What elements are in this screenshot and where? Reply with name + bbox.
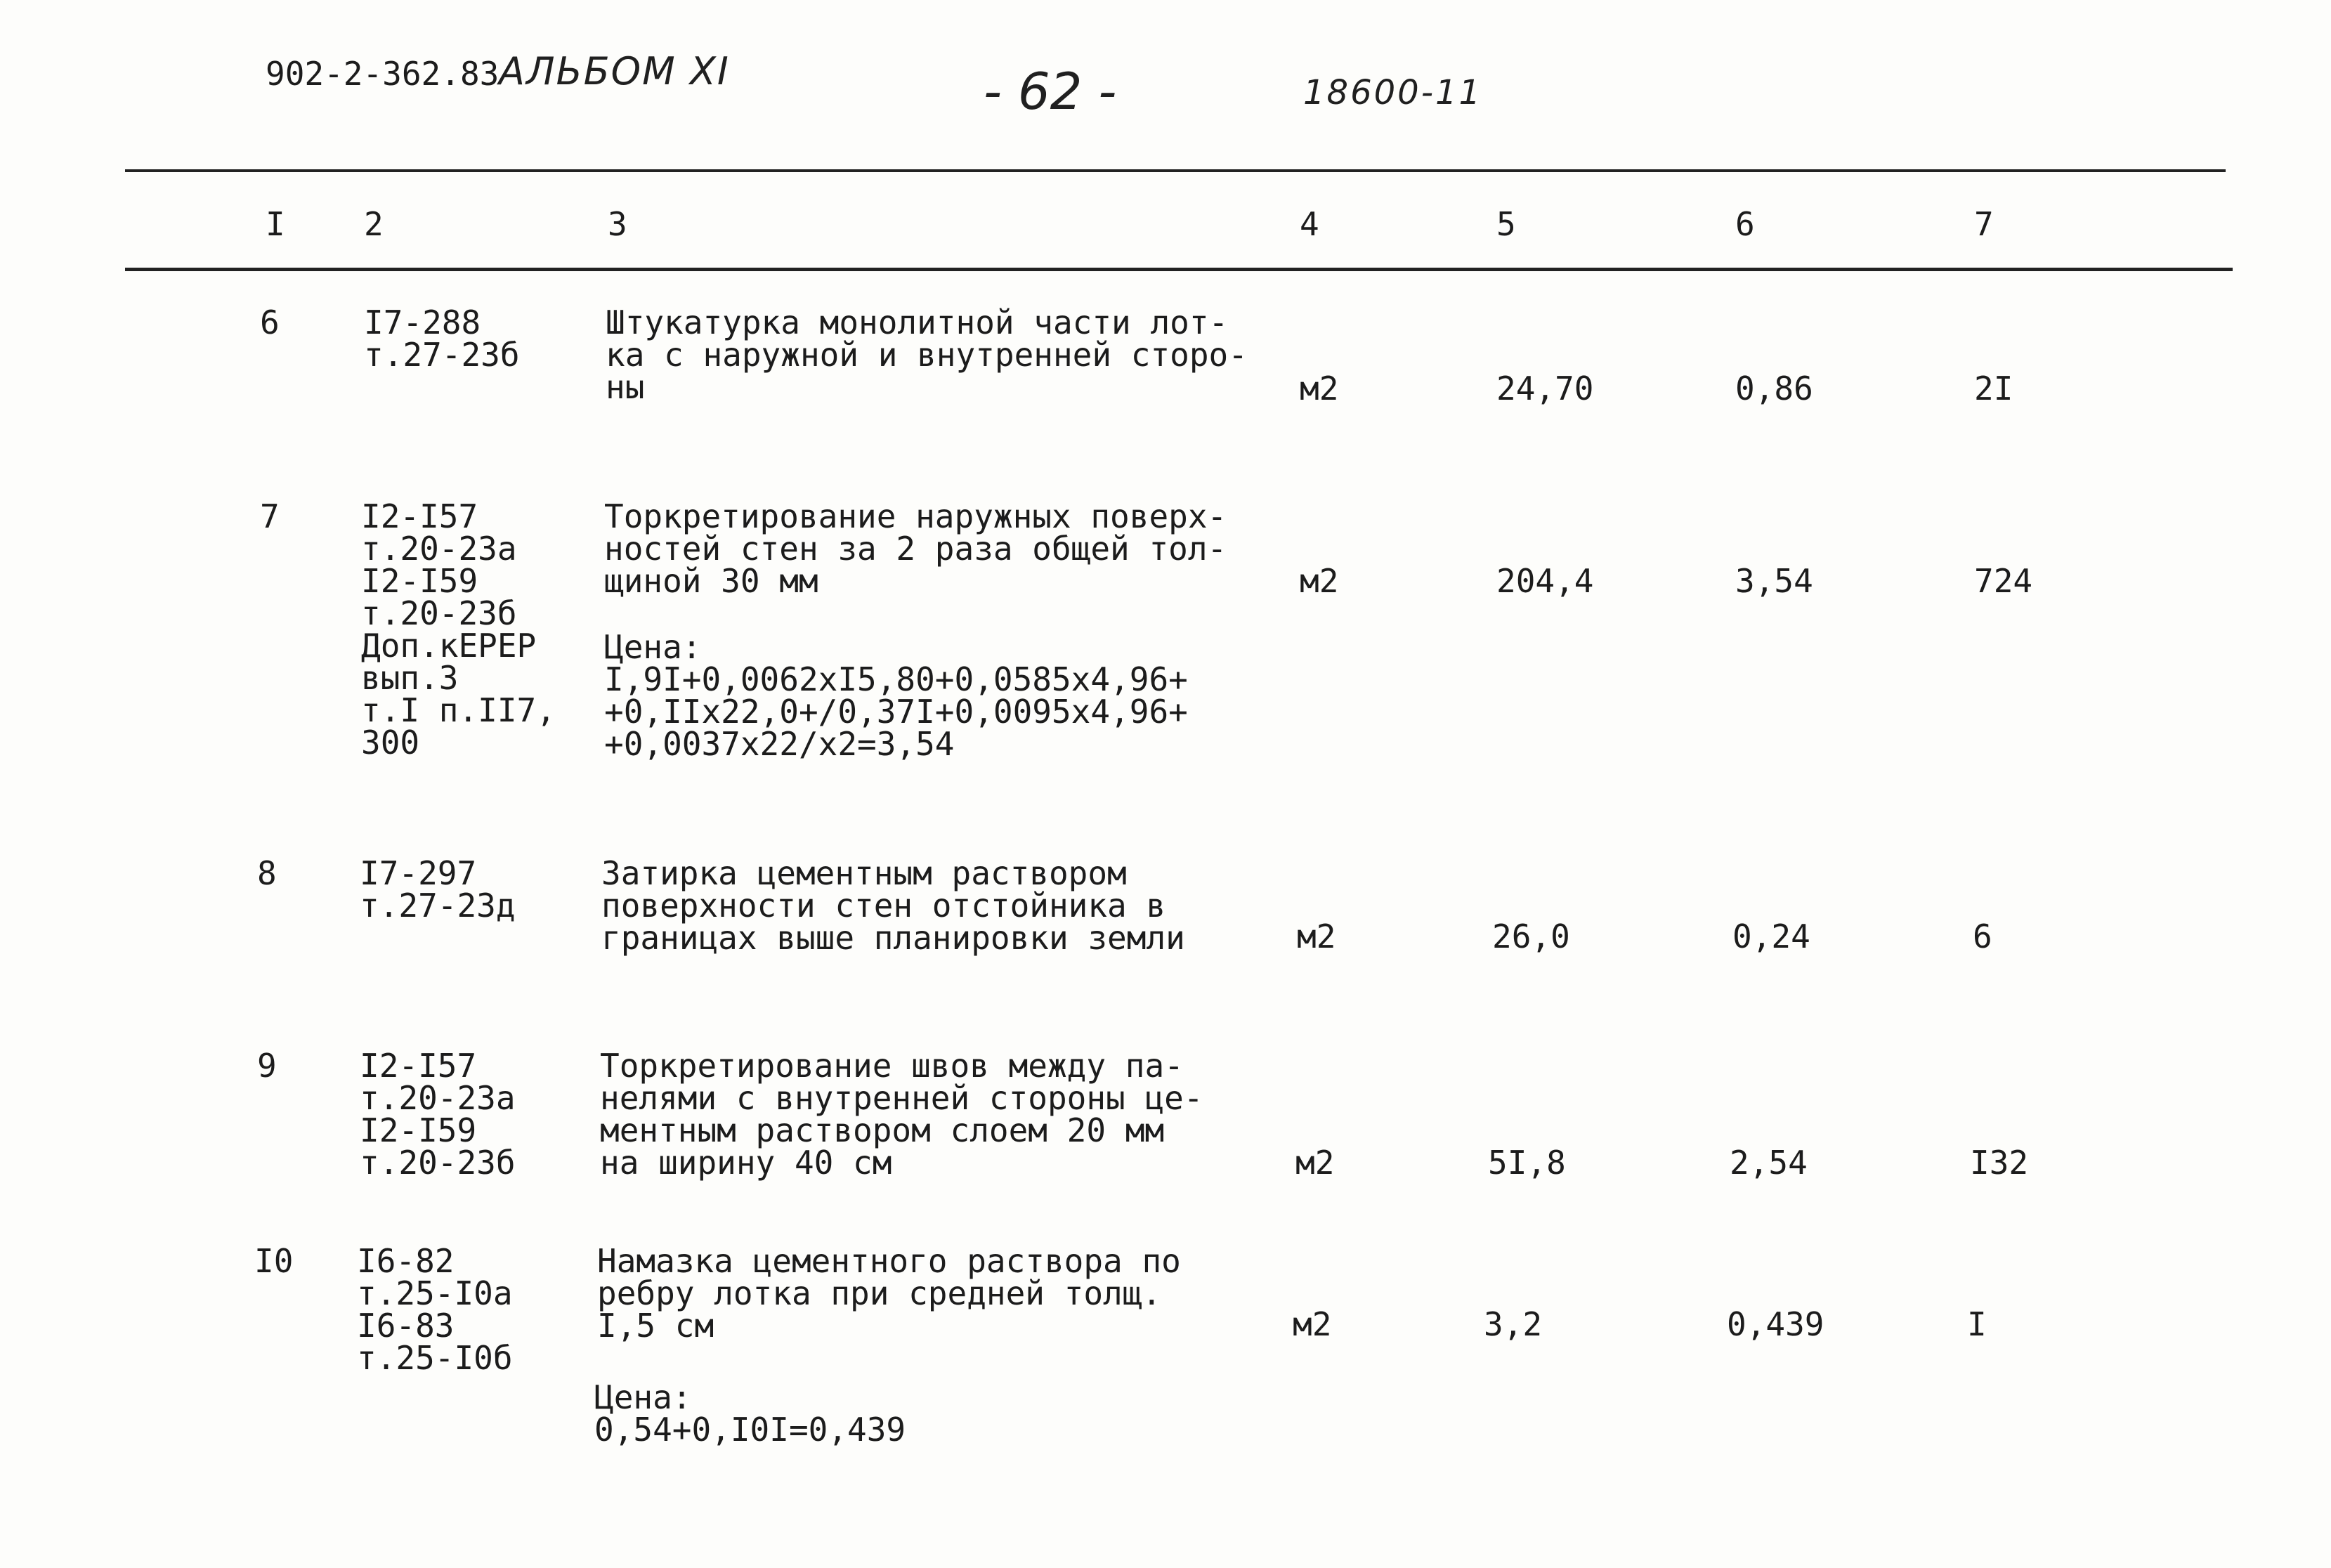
col-header-7: 7 bbox=[1974, 205, 1994, 243]
price-calculation: Цена: 0,54+0,I0I=0,439 bbox=[594, 1378, 906, 1449]
work-description: Торкретирование наружных поверх- ностей стен за 2 раза общей тол- щиной 30 мм bbox=[604, 497, 1227, 600]
top-rule bbox=[125, 169, 2226, 172]
quantity: 204,4 bbox=[1496, 562, 1594, 600]
norm-code: I2-I57 т.20-23а I2-I59 т.20-23б bbox=[360, 1047, 516, 1182]
norm-code: I6-82 т.25-I0а I6-83 т.25-I0б bbox=[357, 1242, 513, 1377]
norm-code: I7-288 т.27-23б bbox=[364, 303, 520, 374]
work-description: Намазка цементного раствора по ребру лотка при средней толщ. I,5 см bbox=[597, 1242, 1181, 1345]
row-number: 6 bbox=[260, 303, 280, 341]
col-header-1: I bbox=[266, 205, 285, 243]
unit: м2 bbox=[1297, 917, 1336, 955]
quantity: 24,70 bbox=[1496, 370, 1594, 407]
unit: м2 bbox=[1293, 1305, 1332, 1343]
quantity: 5I,8 bbox=[1488, 1144, 1566, 1182]
document-code: 902-2-362.83 bbox=[266, 55, 500, 93]
page-number: - 62 - bbox=[984, 62, 1117, 121]
row-number: 8 bbox=[257, 854, 277, 892]
unit-price: 0,86 bbox=[1735, 370, 1813, 407]
unit-price: 0,24 bbox=[1732, 917, 1810, 955]
unit-price: 3,54 bbox=[1735, 562, 1813, 600]
quantity: 3,2 bbox=[1484, 1305, 1543, 1343]
work-description: Штукатурка монолитной части лот- ка с наружной и внутренней сторо- ны bbox=[606, 303, 1248, 406]
header-rule bbox=[125, 268, 2233, 271]
total: I32 bbox=[1970, 1144, 2029, 1182]
row-number: 9 bbox=[257, 1047, 277, 1085]
quantity: 26,0 bbox=[1492, 917, 1570, 955]
unit: м2 bbox=[1295, 1144, 1335, 1182]
unit-price: 2,54 bbox=[1730, 1144, 1808, 1182]
norm-code: I7-297 т.27-23д bbox=[360, 854, 516, 925]
album-label: АЛЬБОМ XI bbox=[499, 49, 730, 93]
col-header-3: 3 bbox=[608, 205, 627, 243]
price-calculation: Цена: I,9I+0,0062хI5,80+0,0585х4,96+ +0,IIх22,0+/0,37I+0,0095х4,96+ +0,0037х22/х2=3,54 bbox=[604, 628, 1188, 763]
row-number: 7 bbox=[260, 497, 280, 535]
col-header-5: 5 bbox=[1496, 205, 1516, 243]
norm-code: I2-I57 т.20-23а I2-I59 т.20-23б Доп.кЕРЕР вып.3 т.I п.II7, 300 bbox=[361, 497, 556, 762]
total: I bbox=[1967, 1305, 1987, 1343]
total: 724 bbox=[1974, 562, 2033, 600]
col-header-4: 4 bbox=[1300, 205, 1319, 243]
unit: м2 bbox=[1300, 562, 1339, 600]
work-description: Затирка цементным раствором поверхности стен отстойника в границах выше планировки земли bbox=[601, 854, 1185, 957]
total: 2I bbox=[1974, 370, 2013, 407]
reference-number: 18600-11 bbox=[1303, 73, 1483, 112]
unit-price: 0,439 bbox=[1727, 1305, 1824, 1343]
total: 6 bbox=[1973, 917, 1992, 955]
col-header-2: 2 bbox=[364, 205, 384, 243]
row-number: I0 bbox=[254, 1242, 294, 1280]
col-header-6: 6 bbox=[1735, 205, 1755, 243]
work-description: Торкретирование швов между па- нелями с внутренней стороны це- ментным раствором слоем 20 мм на ширину 40 см bbox=[600, 1047, 1203, 1182]
unit: м2 bbox=[1300, 370, 1339, 407]
